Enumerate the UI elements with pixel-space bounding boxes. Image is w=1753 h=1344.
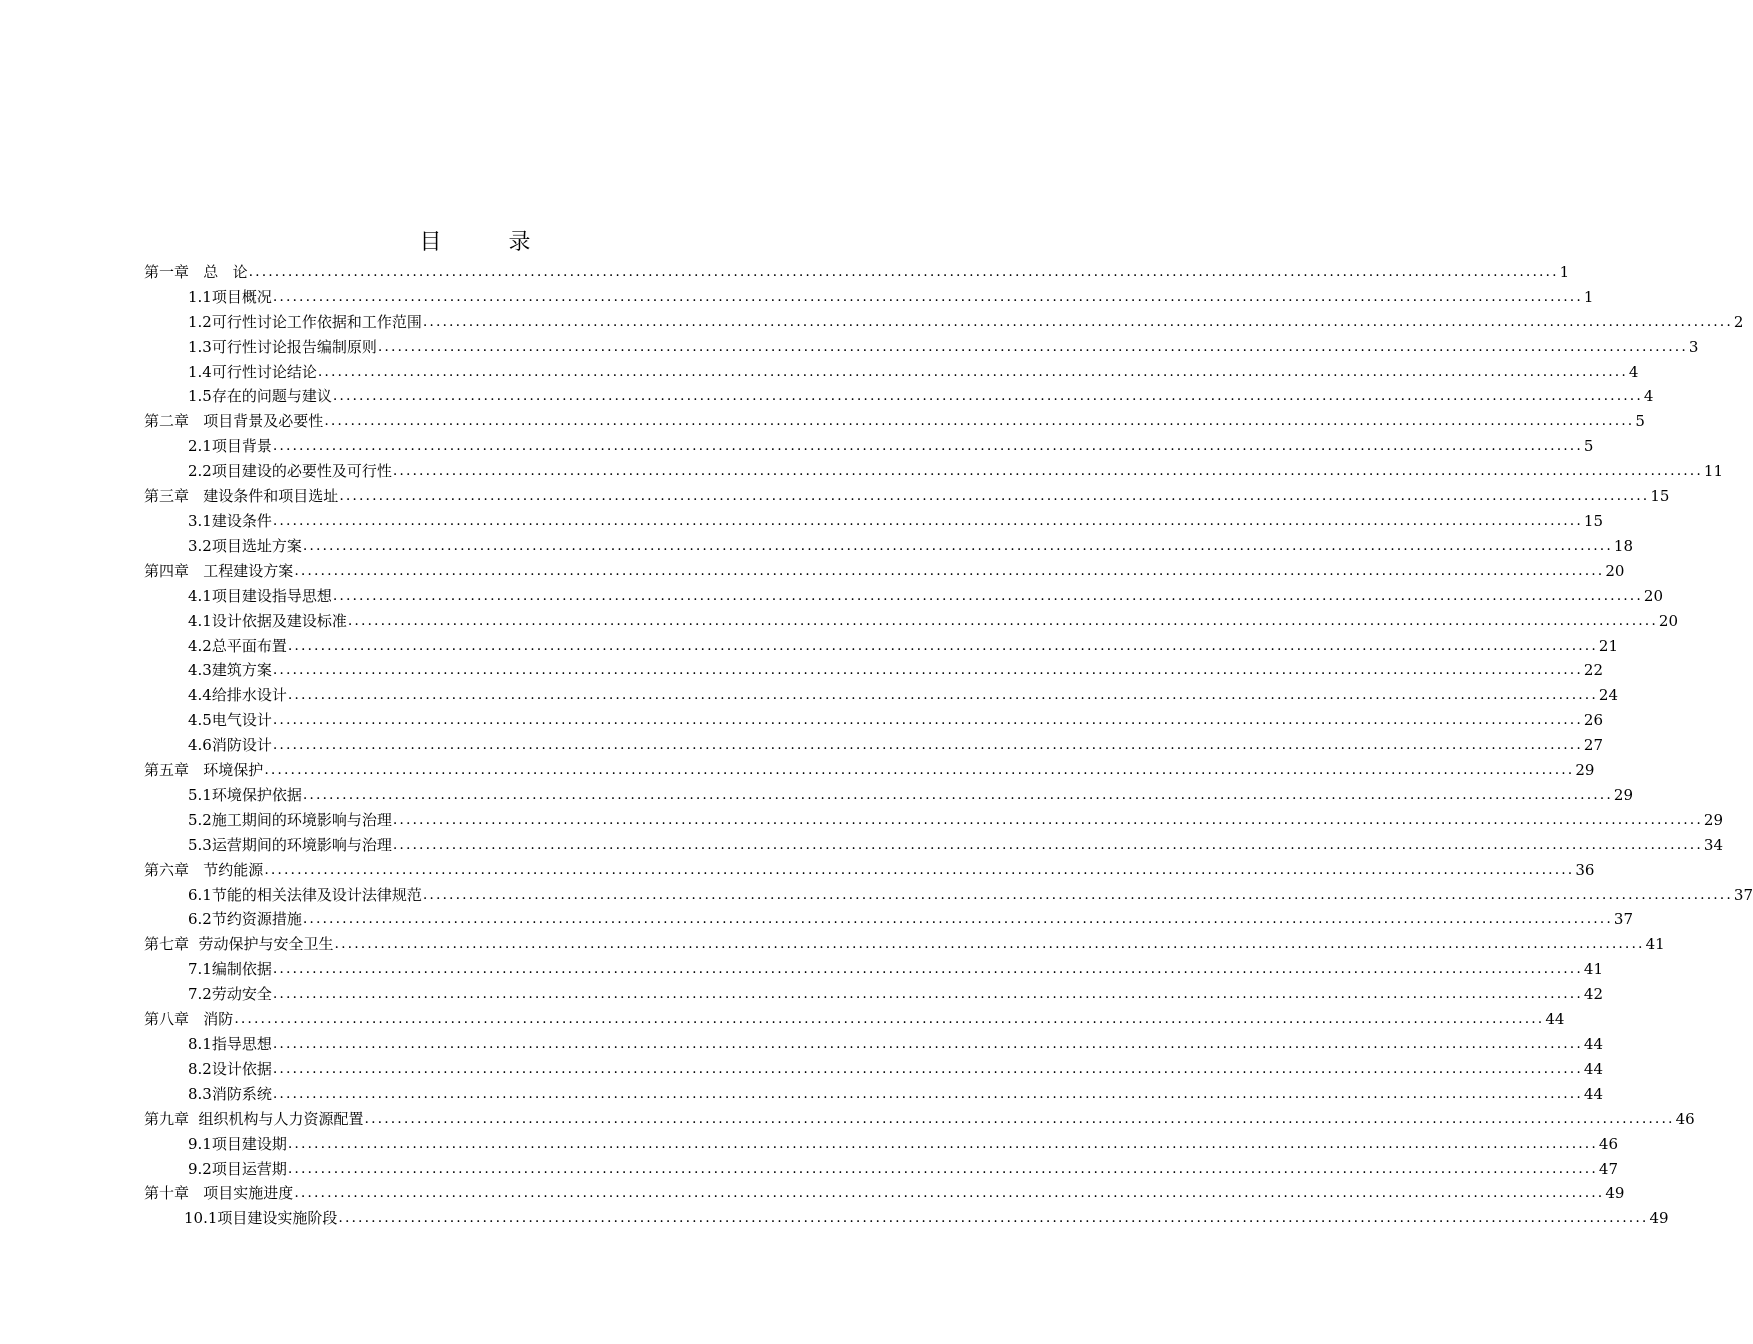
toc-page-number: 44: [1583, 1059, 1603, 1078]
toc-leader-dots: ........................................................................................................................................................................................................: [334, 936, 1645, 953]
toc-entry[interactable]: [144, 829, 1723, 854]
toc-entry[interactable]: [144, 804, 1723, 829]
toc-entry-title: 8.1指导思想: [188, 1035, 272, 1053]
toc-entry-title: 9.2项目运营期: [188, 1159, 287, 1178]
toc-entry-title: 第八章 消防: [144, 1010, 234, 1029]
toc-leader-dots: ........................................................................................................................................................................................................: [272, 737, 1583, 754]
toc-page-number: 5: [1583, 437, 1594, 456]
toc-page-number: 41: [1583, 960, 1603, 979]
toc-entry-title: 3.2项目选址方案: [188, 536, 302, 555]
toc-entry-title: 7.1编制依据: [188, 960, 272, 979]
toc-entry-title: 第九章 组织机构与人力资源配置: [144, 1109, 364, 1128]
toc-leader-dots: ........................................................................................................................................................................................................: [392, 811, 1703, 828]
toc-page-number: 1: [1559, 262, 1570, 281]
toc-entry-title: 1.4可行性讨论结论: [188, 362, 317, 381]
toc-entry-title: 4.4给排水设计: [188, 686, 287, 705]
toc-entry-title: 4.6消防设计: [188, 736, 272, 755]
toc-entry[interactable]: [144, 331, 1699, 356]
toc-entry[interactable]: [144, 1178, 1625, 1203]
toc-page-number: 22: [1583, 661, 1603, 680]
toc-page-number: 47: [1598, 1159, 1618, 1178]
toc-entry[interactable]: [144, 904, 1633, 929]
toc-leader-dots: ........................................................................................................................................................................................................: [272, 712, 1583, 729]
toc-page-number: 20: [1658, 611, 1678, 630]
toc-page-number: 42: [1583, 985, 1603, 1004]
toc-entry-title: 第七章 劳动保护与安全卫生: [144, 935, 334, 954]
toc-entry[interactable]: [144, 953, 1603, 979]
toc-entry[interactable]: [144, 281, 1594, 306]
toc-entry-title: 10.1项目建设实施阶段: [184, 1209, 338, 1228]
toc-leader-dots: ........................................................................................................................................................................................................: [272, 961, 1583, 978]
toc-entry-title: 第四章 工程建设方案: [144, 561, 294, 580]
toc-page-number: 34: [1703, 835, 1723, 854]
toc-entry[interactable]: [144, 356, 1639, 381]
toc-leader-dots: ........................................................................................................................................................................................................: [272, 288, 1583, 305]
toc-page-number: 37: [1733, 885, 1753, 904]
toc-leader-dots: ........................................................................................................................................................................................................: [332, 587, 1643, 604]
toc-page-number: 44: [1545, 1010, 1565, 1029]
toc-entry[interactable]: [144, 1103, 1695, 1128]
toc-leader-dots: ........................................................................................................................................................................................................: [364, 1110, 1675, 1127]
toc-title: 目 录: [419, 230, 561, 255]
toc-entry-title: 5.3运营期间的环境影响与治理: [188, 835, 392, 854]
toc-page-number: 1: [1583, 287, 1594, 306]
toc-entry-title: 8.3消防系统: [188, 1084, 272, 1103]
toc-leader-dots: ........................................................................................................................................................................................................: [392, 836, 1703, 853]
toc-entry[interactable]: [144, 1003, 1565, 1029]
toc-page-number: 29: [1613, 785, 1633, 804]
toc-entry-title: 第二章 项目背景及必要性: [144, 412, 324, 431]
toc-page-number: 11: [1703, 462, 1723, 481]
toc-entry-title: 第十章 项目实施进度: [144, 1184, 294, 1203]
toc-entry-title: 8.2设计依据: [188, 1059, 272, 1078]
toc-entry[interactable]: [144, 1053, 1603, 1078]
toc-entry[interactable]: [144, 555, 1625, 580]
toc-entry[interactable]: [144, 754, 1595, 780]
toc-entry[interactable]: [144, 655, 1603, 680]
toc-page-number: 29: [1575, 761, 1595, 780]
toc-page-number: 20: [1605, 561, 1625, 580]
toc-entry[interactable]: [144, 505, 1603, 530]
toc-entry[interactable]: [144, 1078, 1603, 1103]
toc-page-number: 29: [1703, 810, 1723, 829]
toc-leader-dots: ........................................................................................................................................................................................................: [302, 786, 1613, 803]
toc-page-number: 46: [1598, 1134, 1618, 1153]
toc-entry-title: 6.1节能的相关法律及设计法律规范: [188, 885, 422, 904]
toc-entry[interactable]: [144, 430, 1594, 456]
toc-entry[interactable]: [144, 306, 1744, 331]
toc-entry-title: 9.1项目建设期: [188, 1134, 287, 1153]
toc-page-number: 27: [1583, 736, 1603, 755]
toc-entry[interactable]: [144, 1202, 1669, 1228]
toc-entry[interactable]: [144, 256, 1570, 281]
toc-entry[interactable]: [144, 480, 1670, 506]
toc-entry-title: 1.5存在的问题与建议: [188, 387, 332, 406]
toc-page-number: 15: [1583, 511, 1603, 530]
toc-page-number: 37: [1613, 910, 1633, 929]
toc-leader-dots: ........................................................................................................................................................................................................: [272, 438, 1583, 455]
toc-leader-dots: ........................................................................................................................................................................................................: [294, 562, 1605, 579]
toc-leader-dots: ........................................................................................................................................................................................................: [302, 911, 1613, 928]
toc-leader-dots: ........................................................................................................................................................................................................: [272, 1036, 1583, 1052]
toc-entry-title: 4.3建筑方案: [188, 661, 272, 680]
toc-entry[interactable]: [144, 405, 1645, 431]
toc-page-number: 49: [1605, 1184, 1625, 1203]
toc-page-number: 46: [1675, 1109, 1695, 1128]
toc-leader-dots: ........................................................................................................................................................................................................: [422, 886, 1733, 903]
toc-entry-title: 2.2项目建设的必要性及可行性: [188, 462, 392, 481]
toc-entry-title: 4.5电气设计: [188, 711, 272, 730]
toc-leader-dots: ........................................................................................................................................................................................................: [302, 537, 1613, 554]
toc-leader-dots: ........................................................................................................................................................................................................: [338, 1210, 1649, 1227]
toc-page-number: 4: [1628, 362, 1639, 381]
toc-entry[interactable]: [144, 455, 1723, 481]
toc-entry[interactable]: [144, 704, 1603, 730]
toc-leader-dots: ........................................................................................................................................................................................................: [272, 986, 1583, 1003]
toc-page-number: 4: [1643, 387, 1654, 406]
toc-entry-title: 7.2劳动安全: [188, 985, 272, 1004]
toc-leader-dots: ........................................................................................................................................................................................................: [272, 1085, 1583, 1102]
toc-leader-dots: ........................................................................................................................................................................................................: [248, 263, 1559, 280]
toc-leader-dots: ........................................................................................................................................................................................................: [339, 488, 1650, 505]
toc-leader-dots: ........................................................................................................................................................................................................: [272, 1060, 1583, 1077]
toc-leader-dots: ........................................................................................................................................................................................................: [317, 363, 1628, 380]
toc-page-number: 24: [1598, 686, 1618, 705]
toc-leader-dots: ........................................................................................................................................................................................................: [234, 1011, 1545, 1028]
toc-page-number: 15: [1650, 487, 1670, 506]
toc-leader-dots: ........................................................................................................................................................................................................: [377, 338, 1688, 355]
toc-page-number: 49: [1649, 1209, 1669, 1228]
toc-entry[interactable]: [144, 928, 1665, 954]
toc-leader-dots: ........................................................................................................................................................................................................: [264, 762, 1575, 779]
toc-leader-dots: ........................................................................................................................................................................................................: [392, 463, 1703, 480]
toc-entry-title: 第六章 节约能源: [144, 860, 264, 879]
toc-entry[interactable]: [144, 1128, 1618, 1153]
toc-entry[interactable]: [144, 605, 1678, 630]
toc-entry-title: 6.2节约资源措施: [188, 910, 302, 929]
toc-entry-title: 3.1建设条件: [188, 511, 272, 530]
toc-entry[interactable]: [144, 1028, 1603, 1053]
toc-entry[interactable]: [144, 381, 1654, 406]
toc-page-number: 36: [1575, 860, 1595, 879]
toc-entry[interactable]: [144, 630, 1618, 655]
toc-entry-title: 第三章 建设条件和项目选址: [144, 487, 339, 506]
toc-page-number: 18: [1613, 536, 1633, 555]
toc-leader-dots: ........................................................................................................................................................................................................: [287, 637, 1598, 654]
toc-entry[interactable]: [144, 978, 1603, 1004]
toc-entry[interactable]: [144, 779, 1633, 804]
toc-entry[interactable]: [144, 580, 1663, 605]
toc-page-number: 41: [1645, 935, 1665, 954]
toc-entry-title: 4.1设计依据及建设标准: [188, 611, 347, 630]
toc-leader-dots: ........................................................................................................................................................................................................: [272, 512, 1583, 529]
toc-entry-title: 第一章 总 论: [144, 262, 248, 281]
toc-entry[interactable]: [144, 879, 1753, 904]
toc-entry-title: 4.2总平面布置: [188, 636, 287, 655]
toc-page-number: 44: [1583, 1084, 1603, 1103]
toc-leader-dots: ........................................................................................................................................................................................................: [324, 413, 1635, 430]
toc-leader-dots: ........................................................................................................................................................................................................: [347, 612, 1658, 629]
toc-entry-title: 2.1项目背景: [188, 437, 272, 456]
toc-page-number: 5: [1635, 412, 1645, 431]
toc-page-number: 2: [1733, 312, 1744, 331]
toc-entry[interactable]: [144, 729, 1603, 755]
table-of-contents: [144, 256, 1753, 1228]
toc-page-number: 21: [1598, 636, 1618, 655]
toc-entry-title: 5.1环境保护依据: [188, 785, 302, 804]
toc-entry[interactable]: [144, 679, 1618, 705]
toc-entry-title: 5.2施工期间的环境影响与治理: [188, 810, 392, 829]
toc-leader-dots: ........................................................................................................................................................................................................: [332, 388, 1643, 405]
toc-entry[interactable]: [144, 1153, 1618, 1178]
toc-entry-title: 1.2可行性讨论工作依据和工作范围: [188, 312, 422, 331]
toc-page-number: 44: [1583, 1035, 1603, 1053]
toc-leader-dots: ........................................................................................................................................................................................................: [294, 1185, 1605, 1202]
toc-entry[interactable]: [144, 854, 1595, 879]
toc-page-number: 3: [1688, 337, 1699, 356]
toc-page-number: 26: [1583, 711, 1603, 730]
toc-entry-title: 1.3可行性讨论报告编制原则: [188, 337, 377, 356]
toc-entry-title: 第五章 环境保护: [144, 761, 264, 780]
toc-entry-title: 4.1项目建设指导思想: [188, 586, 332, 605]
toc-leader-dots: ........................................................................................................................................................................................................: [287, 1160, 1598, 1177]
toc-leader-dots: ........................................................................................................................................................................................................: [287, 1135, 1598, 1152]
toc-page-number: 20: [1643, 586, 1663, 605]
toc-entry[interactable]: [144, 530, 1633, 555]
toc-entry-title: 1.1项目概况: [188, 287, 272, 306]
toc-leader-dots: ........................................................................................................................................................................................................: [264, 861, 1575, 878]
toc-leader-dots: ........................................................................................................................................................................................................: [272, 662, 1583, 679]
toc-leader-dots: ........................................................................................................................................................................................................: [422, 313, 1733, 330]
toc-leader-dots: ........................................................................................................................................................................................................: [287, 687, 1598, 704]
